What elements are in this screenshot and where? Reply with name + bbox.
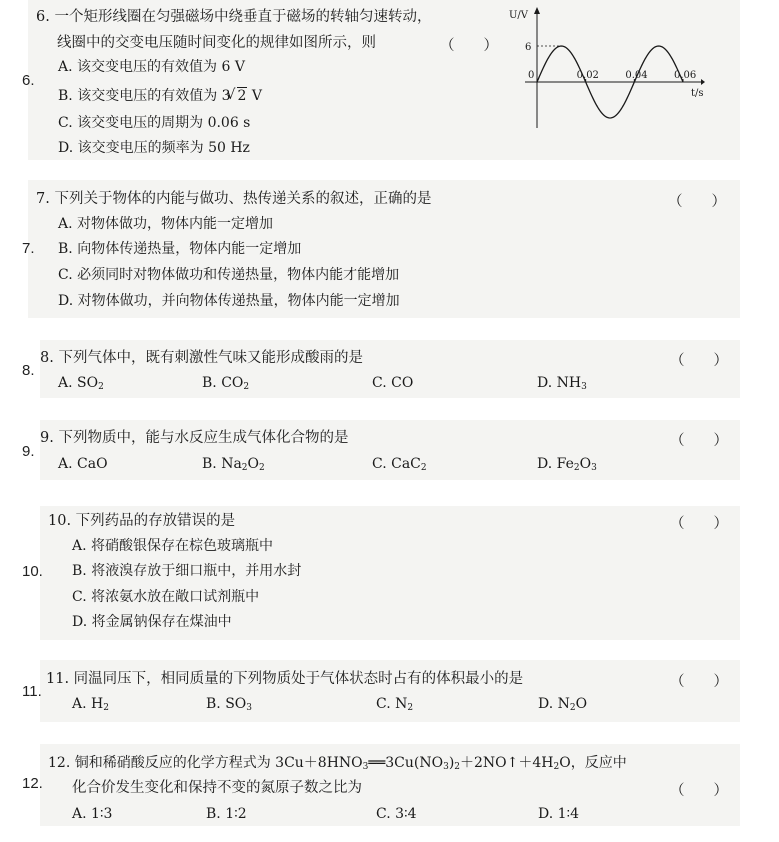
q10-option-a[interactable]: A. 将硝酸银保存在棕色玻璃瓶中 [72, 538, 274, 554]
x-tick-label-3: 0.06 [674, 70, 697, 81]
q9-option-d[interactable] [537, 455, 597, 477]
x-axis-arrow [701, 79, 705, 85]
q12-answer-paren[interactable]: （ ） [670, 783, 728, 799]
q8-option-c-text: C. CO [372, 375, 414, 391]
q12-option-b[interactable]: B. 1∶2 [206, 806, 247, 822]
q11-option-c[interactable] [376, 695, 413, 717]
q8-option-b-sub: 2 [243, 382, 250, 392]
question-number-8: 8. [22, 362, 35, 379]
q6-stem-line2: 线圈中的交变电压随时间变化的规律如图所示，则 [57, 35, 376, 51]
q11-option-c-text: C. N [376, 696, 408, 712]
q6-option-c[interactable]: C. 该交变电压的周期为 0.06 s [58, 115, 251, 131]
q12-option-d[interactable]: D. 1∶4 [538, 806, 580, 822]
q12-stem-line1 [48, 754, 627, 776]
q9-option-d-text: D. Fe [537, 456, 574, 472]
q9-option-a[interactable] [58, 455, 108, 473]
q6-option-b-root: 2 [237, 88, 247, 104]
q9-option-b-text2: O [247, 456, 260, 472]
q7-option-b[interactable]: B. 向物体传递热量，物体内能一定增加 [58, 241, 302, 257]
q12-stem-part-i: O，反应中 [559, 755, 627, 771]
q9-option-c-text: C. CaC [372, 456, 421, 472]
x-axis-label: t/s [691, 88, 704, 99]
q11-option-b[interactable] [206, 695, 252, 717]
q9-option-b-sub1: 2 [241, 463, 248, 473]
q10-answer-paren[interactable]: （ ） [670, 516, 728, 532]
q9-option-b-sub2: 2 [259, 463, 265, 473]
sqrt-symbol [231, 87, 248, 105]
q12-stem-part-a: 12. 铜和稀硝酸反应的化学方程式为 3Cu＋8HNO [48, 755, 363, 771]
q8-option-a-text: A. SO [58, 375, 99, 391]
y-axis-arrow [534, 7, 540, 14]
q11-answer-paren[interactable]: （ ） [670, 674, 728, 690]
y-axis-label: U/V [509, 10, 529, 21]
q6-option-d[interactable]: D. 该交变电压的频率为 50 Hz [58, 140, 250, 156]
q9-option-b-text: B. Na [202, 456, 242, 472]
q11-option-a-text: A. H [72, 696, 104, 712]
q8-option-a[interactable] [58, 374, 104, 396]
q7-option-c[interactable]: C. 必须同时对物体做功和传递热量，物体内能才能增加 [58, 267, 400, 283]
q7-option-d[interactable]: D. 对物体做功，并向物体传递热量，物体内能一定增加 [58, 293, 400, 309]
q11-option-d-sub: 2 [569, 703, 576, 713]
q12-stem-line2: 化合价发生变化和保持不变的氮原子数之比为 [72, 780, 362, 796]
q6-option-b-suffix: V [247, 88, 263, 104]
q8-option-c[interactable] [372, 374, 413, 392]
q7-option-a[interactable]: A. 对物体做功，物体内能一定增加 [58, 216, 274, 232]
q11-option-b-sub: 3 [246, 703, 252, 713]
q8-option-d-sub: 3 [581, 382, 587, 392]
q12-stem-part-e: ) [448, 755, 455, 771]
q12-stem-sub-d: 3 [443, 762, 449, 772]
q7-stem: 7. 下列关于物体的内能与做功、热传递关系的叙述，正确的是 [36, 191, 432, 207]
question-number-9: 9. [22, 443, 35, 460]
q11-option-d-text2: O [575, 696, 588, 712]
q8-stem: 8. 下列气体中，既有刺激性气味又能形成酸雨的是 [40, 350, 363, 366]
q11-option-d[interactable] [538, 695, 587, 717]
q9-answer-paren[interactable]: （ ） [670, 433, 728, 449]
q9-option-a-text: A. CaO [58, 456, 108, 472]
q6-answer-paren[interactable]: （ ） [440, 38, 498, 54]
q11-option-b-text: B. SO [206, 696, 247, 712]
q10-stem: 10. 下列药品的存放错误的是 [48, 513, 236, 529]
q9-option-c[interactable] [372, 455, 427, 477]
q8-answer-paren[interactable]: （ ） [670, 353, 728, 369]
x-tick-label-1: 0.02 [576, 70, 599, 81]
q6-option-b[interactable] [58, 87, 262, 105]
q10-option-b[interactable]: B. 将液溴存放于细口瓶中，并用水封 [72, 563, 302, 579]
question-number-10: 10. [22, 563, 43, 580]
q9-option-d-text2: O [579, 456, 592, 472]
q9-option-d-sub1: 2 [573, 463, 580, 473]
q12-option-c[interactable]: C. 3∶4 [376, 806, 417, 822]
q6-option-a[interactable]: A. 该交变电压的有效值为 6 V [58, 59, 245, 75]
q8-option-a-sub: 2 [98, 382, 104, 392]
q12-stem-part-g: ＋2NO↑＋4H [460, 755, 554, 771]
q11-stem: 11. 同温同压下，相同质量的下列物质处于气体状态时占有的体积最小的是 [46, 671, 524, 687]
voltage-time-chart [505, 4, 705, 130]
question-number-7: 7. [22, 240, 35, 257]
q9-stem: 9. 下列物质中，能与水反应生成气体化合物的是 [40, 430, 349, 446]
q10-option-d[interactable]: D. 将金属钠保存在煤油中 [72, 614, 232, 630]
question-number-6: 6. [22, 72, 35, 89]
q12-stem-part-c: ══3Cu(NO [368, 755, 444, 771]
x-tick-label-0: 0 [528, 70, 535, 81]
q8-option-d[interactable] [537, 374, 587, 396]
question-number-12: 12. [22, 775, 43, 792]
q9-option-b[interactable] [202, 455, 265, 477]
y-tick-label-0: 6 [525, 42, 532, 53]
q12-stem-sub-f: 2 [454, 762, 461, 772]
q11-option-a-sub: 2 [103, 703, 109, 713]
q12-stem-sub-b: 3 [362, 762, 369, 772]
question-number-11: 11. [22, 683, 42, 700]
q11-option-d-text: D. N [538, 696, 570, 712]
x-tick-label-2: 0.04 [625, 70, 648, 81]
q12-option-a[interactable]: A. 1∶3 [72, 806, 113, 822]
q6-stem-line1: 6. 一个矩形线圈在匀强磁场中绕垂直于磁场的转轴匀速转动， [36, 9, 432, 25]
q8-option-b[interactable] [202, 374, 249, 396]
q8-option-b-text: B. CO [202, 375, 244, 391]
q8-option-d-text: D. NH [537, 375, 582, 391]
q7-answer-paren[interactable]: （ ） [668, 194, 726, 210]
q6-option-b-prefix: B. 该交变电压的有效值为 3 [58, 88, 231, 104]
q11-option-a[interactable] [72, 695, 109, 717]
q9-option-c-sub: 2 [420, 463, 427, 473]
q10-option-c[interactable]: C. 将浓氨水放在敞口试剂瓶中 [72, 589, 260, 605]
q11-option-c-sub: 2 [407, 703, 414, 713]
q9-option-d-sub2: 3 [591, 463, 597, 473]
q12-stem-sub-h: 2 [553, 762, 560, 772]
